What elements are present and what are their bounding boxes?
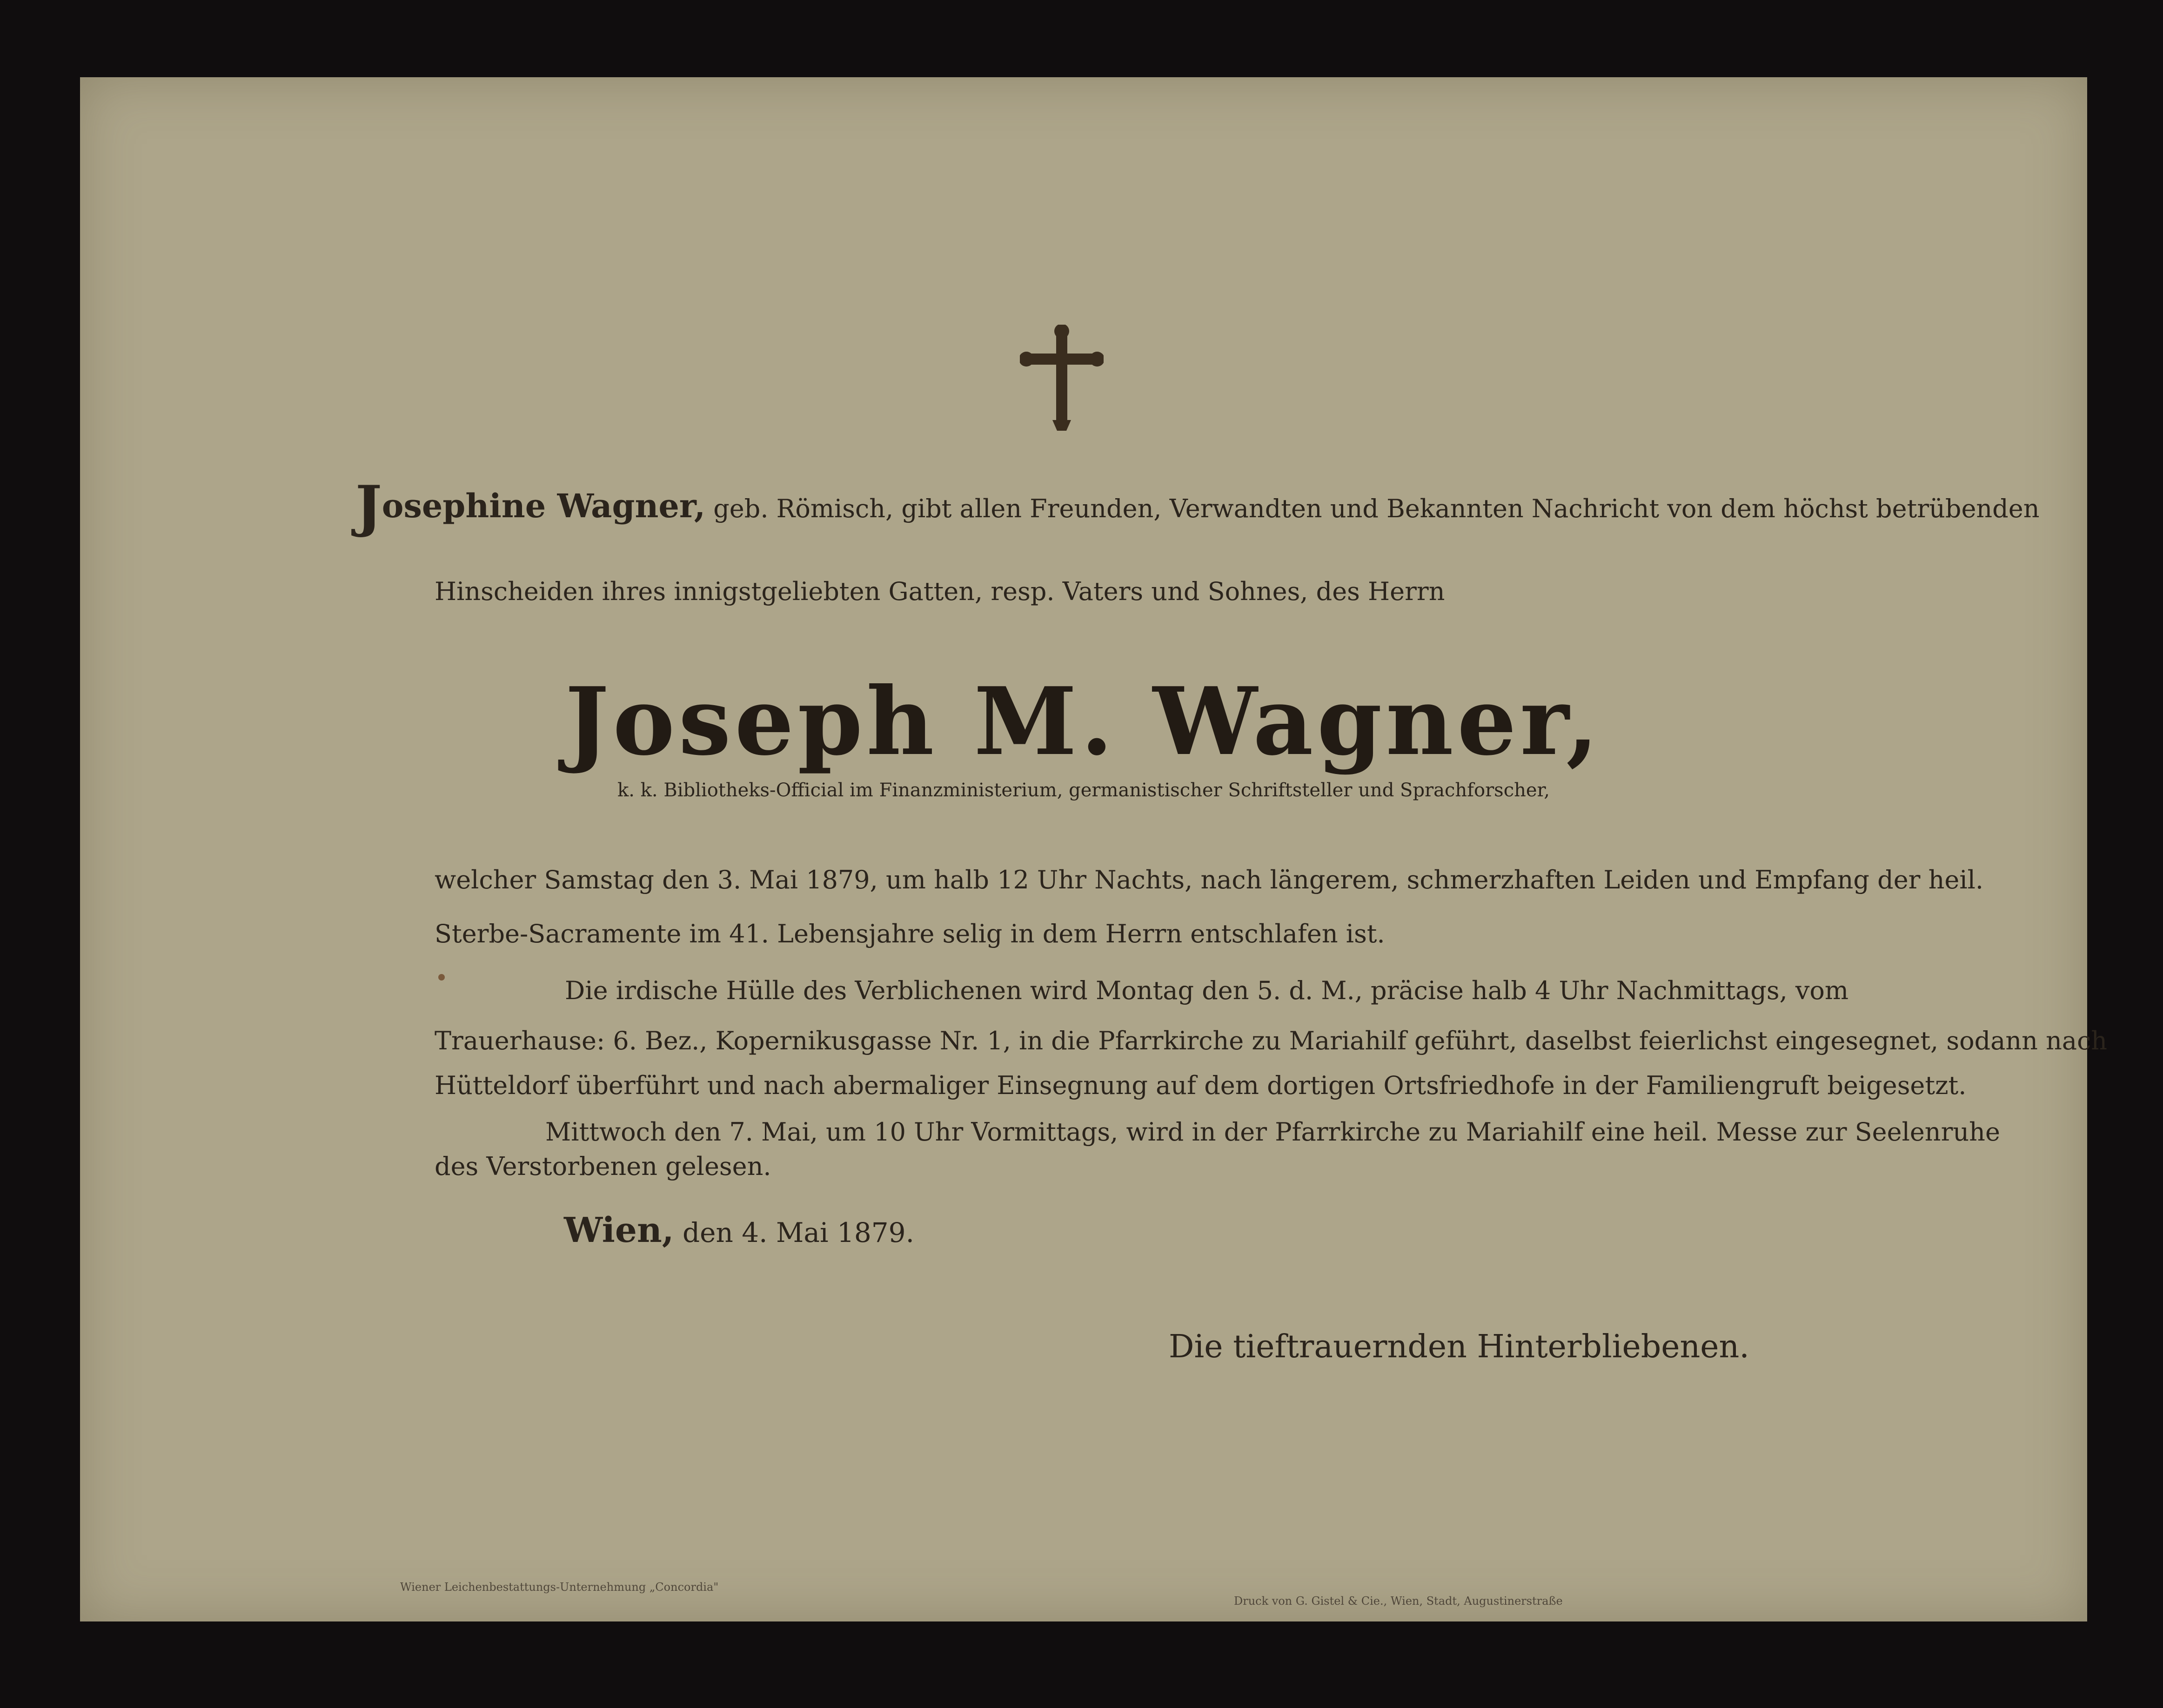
drop-cap: J xyxy=(355,474,382,539)
place: Wien, xyxy=(564,1210,674,1250)
paragraph-2-line-1: Die irdische Hülle des Verblichenen wird Montag den 5. d. M., präcise halb 4 Uhr Nachmittags, vom xyxy=(565,976,1849,1005)
date: den 4. Mai 1879. xyxy=(674,1217,915,1248)
paragraph-2-line-2: Trauerhause: 6. Bez., Kopernikusgasse Nr. 1, in die Pfarrkirche zu Mariahilf geführt, daselbst feierlichst eingesegnet, sodann nach xyxy=(435,1026,2108,1055)
paragraph-1-line-1: welcher Samstag den 3. Mai 1879, um halb 12 Uhr Nachts, nach längerem, schmerzhaften Leiden und Empfang der heil. xyxy=(435,865,1984,894)
paragraph-3-line-1: Mittwoch den 7. Mai, um 10 Uhr Vormittags, wird in der Pfarrkirche zu Mariahilf eine heil. Messe zur Seelenruhe xyxy=(545,1117,2000,1147)
widow-name: osephine Wagner, xyxy=(382,487,706,525)
signature: Die tieftrauernden Hinterbliebenen. xyxy=(1169,1328,1749,1365)
paragraph-3-line-2: des Verstorbenen gelesen. xyxy=(435,1152,771,1181)
death-notice-sheet xyxy=(80,77,2108,1621)
intro-line-1-text: geb. Römisch, gibt allen Freunden, Verwandten und Bekannten Nachricht von dem höchst betrübenden xyxy=(705,494,2040,523)
printer-imprint: Druck von G. Gistel & Cie., Wien, Stadt, Augustinerstraße xyxy=(1234,1595,1563,1608)
paragraph-2-line-3: Hütteldorf überführt und nach abermaliger Einsegnung auf dem dortigen Ortsfriedhofe in der Familiengruft beigesetzt. xyxy=(435,1071,1967,1100)
intro-line-1 xyxy=(355,474,2039,539)
place-and-date xyxy=(564,1210,914,1250)
undertaker-imprint: Wiener Leichenbestattungs-Unternehmung „Concordia" xyxy=(400,1581,719,1594)
ink-spot xyxy=(438,974,445,981)
intro-line-2: Hinscheiden ihres innigstgeliebten Gatten, resp. Vaters und Sohnes, des Herrn xyxy=(435,577,1445,606)
deceased-name: Joseph M. Wagner, xyxy=(565,667,1602,776)
deceased-title: k. k. Bibliotheks-Official im Finanzministerium, germanistischer Schriftsteller und Sprachforscher, xyxy=(617,780,1550,801)
latin-cross-icon xyxy=(1020,325,1104,432)
paragraph-1-line-2: Sterbe-Sacramente im 41. Lebensjahre selig in dem Herrn entschlafen ist. xyxy=(435,919,1385,948)
